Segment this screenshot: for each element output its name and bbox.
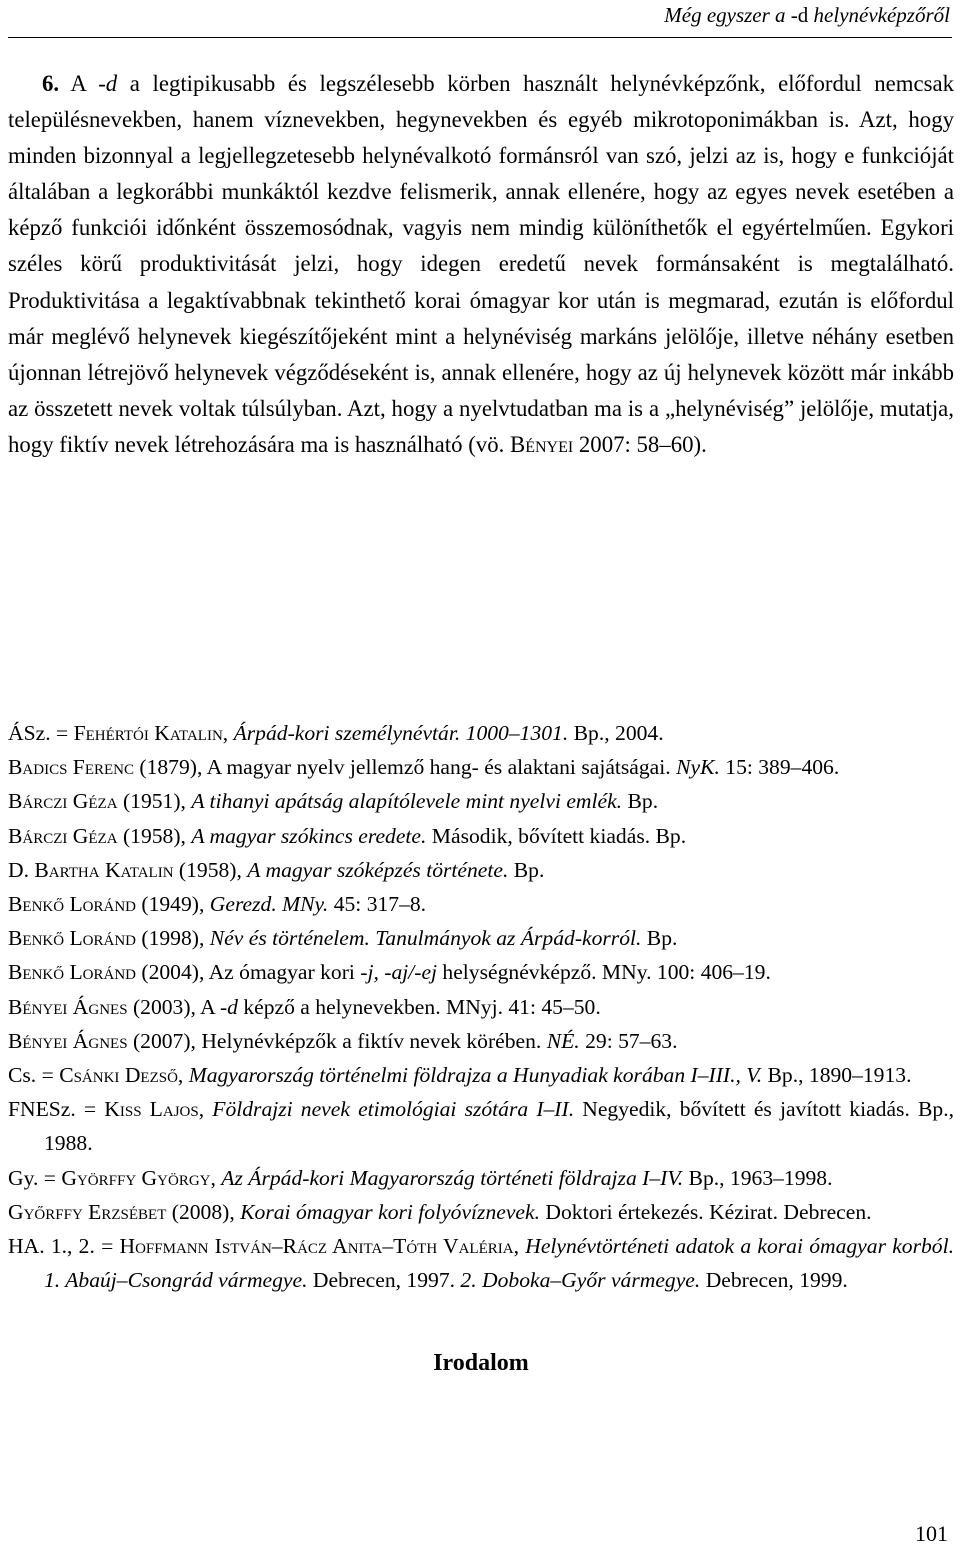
reference-part-a: HA. 1., 2. = — [8, 1234, 120, 1259]
reference-part-d: -j, -aj/-ej — [360, 960, 438, 985]
reference-part-a: Cs. = — [8, 1063, 60, 1088]
section-title: Irodalom — [433, 1350, 529, 1376]
reference-part-d: A magyar szóképzés története. — [247, 857, 509, 882]
reference-part-d: NyK. — [676, 755, 720, 780]
reference-item — [8, 921, 954, 955]
reference-part-b: Bényei Ágnes — [8, 994, 128, 1019]
reference-part-e: képző a helynevekben. MNyj. 41: 45–50. — [237, 994, 601, 1019]
reference-part-e: Bp., 2004. — [568, 721, 664, 745]
reference-part-b: Benkő Loránd — [8, 892, 136, 917]
reference-item — [8, 1229, 954, 1297]
reference-item — [8, 1092, 954, 1160]
citation-author: Bényei — [510, 431, 574, 457]
reference-part-d: Korai ómagyar kori folyóvíznevek. — [240, 1199, 540, 1224]
reference-part-a: Gy. = — [8, 1165, 62, 1190]
reference-part-e: Bp. — [641, 926, 678, 951]
reference-part-b: Bárczi Géza — [8, 823, 118, 848]
reference-part-c: (2003), A — [127, 994, 220, 1019]
reference-item — [8, 716, 954, 750]
reference-item — [8, 1058, 954, 1092]
paragraph-number: 6. — [42, 71, 60, 96]
reference-part-d: A tihanyi apátság alapítólevele mint nyelvi emlék. — [191, 789, 623, 814]
reference-part-b: Csánki Dezső — [59, 1063, 178, 1088]
reference-item — [8, 887, 954, 921]
reference-part-e: 45: 317–8. — [328, 892, 427, 917]
reference-item — [8, 990, 954, 1024]
reference-part-e: Bp., 1963–1998. — [683, 1165, 833, 1190]
reference-part-e: Doktori értekezés. Kézirat. Debrecen. — [540, 1199, 872, 1224]
reference-part-d: Az Árpád-kori Magyarország történeti földrajza I–IV. — [221, 1165, 684, 1190]
reference-part-c: , — [513, 1234, 526, 1259]
reference-item — [8, 1161, 954, 1195]
body-paragraph: 6. A -d a legtipikusabb és legszélesebb körben használt helynévképzőnk, előfordul nemcsak településnevekben, hanem víznevekben, hegynevekben és egyéb mikrotoponimákban is. Azt, hogy minden bizonnyal a legjellegzetesebb helynévalkotó formánsról van szó, jelzi az is, hogy e funkcióját általában a legkorábbi munkáktól kezdve felismerik, annak ellenére, hogy az egyes nevek esetében a képző funkciói időnként összemosódnak, vagyis nem mindig különíthetők el egyértelműen. Egykori széles körű produktivitását jelzi, hogy idegen eredetű nevek formánsaként is megtalálható. Produktivitása a legaktívabbnak tekinthető korai ómagyar kor után is megmarad, ezután is előfordul már meglévő helynevek kiegészítőjeként mint a helynéviség markáns jelölője, illetve néhány esetben újonnan létrejövő helynevek végződéseként is, annak ellenére, hogy az új helynevek között már inkább az összetett nevek voltak túlsúlyban. Azt, hogy a nyelvtudatban ma is a „helynéviség” jelölője, mutatja, hogy fiktív nevek létrehozására ma is használható (vö. Bényei 2007: 58–60). — [8, 71, 954, 457]
reference-part-b: Bárczi Géza — [8, 789, 118, 814]
reference-part-d: Név és történelem. Tanulmányok az Árpád-korról. — [209, 926, 642, 951]
reference-item — [8, 1024, 954, 1058]
reference-part-a: D. — [8, 857, 35, 882]
reference-part-c: (1958), — [117, 823, 192, 848]
reference-item — [8, 955, 954, 989]
reference-part-c: , — [210, 1165, 222, 1190]
reference-part-c: (2008), — [166, 1199, 241, 1224]
reference-part-a: FNESz. = — [8, 1097, 105, 1122]
reference-part-b: Bényei Ágnes — [8, 1028, 128, 1053]
reference-part-d: NÉ. — [546, 1028, 580, 1053]
reference-item — [8, 750, 954, 784]
reference-part-b: Benkő Loránd — [8, 926, 136, 951]
reference-part-c: , — [177, 1063, 189, 1088]
reference-part-b: Fehértói Katalin — [73, 721, 223, 745]
suffix-d: -d — [98, 71, 118, 96]
reference-part-c: (1951), — [117, 789, 192, 814]
reference-part-b: Badics Ferenc — [8, 755, 134, 780]
reference-part-e: Bp., 1890–1913. — [762, 1063, 912, 1088]
reference-item — [8, 853, 954, 887]
reference-part-b: Györffy György — [61, 1165, 211, 1190]
reference-part-c: , — [198, 1097, 213, 1122]
reference-part-d: Gerezd. MNy. — [209, 892, 329, 917]
reference-part-d: Földrajzi nevek etimológiai szótára I–II. — [212, 1097, 575, 1122]
running-title: Még egyszer a -d helynévképzőről — [664, 3, 950, 27]
running-header — [8, 0, 952, 38]
reference-part-b: Hoffmann István–Rácz Anita–Tóth Valéria — [119, 1234, 514, 1259]
reference-part-c: (1958), — [173, 857, 248, 882]
reference-list — [8, 716, 954, 1297]
reference-part-b: Győrffy Erzsébet — [8, 1199, 167, 1224]
reference-part-d: Árpád-kori személynévtár. 1000–1301. — [233, 721, 569, 745]
reference-part-e: Bp. — [622, 789, 659, 814]
reference-part-c: (1879), A magyar nyelv jellemző hang- és alaktani sajátságai. — [134, 755, 677, 780]
reference-part-f: 2. Doboka–Győr vármegye. — [460, 1268, 701, 1293]
reference-part-c: (2007), Helynévképzők a fiktív nevek körében. — [127, 1028, 547, 1053]
reference-part-d: -d — [219, 994, 238, 1019]
reference-part-c: , — [222, 721, 234, 745]
reference-part-a: ÁSz. = — [8, 721, 74, 745]
reference-part-d: Helynévtörténeti adatok a korai ómagyar korból. 1. Abaúj–Csongrád vármegye. — [44, 1234, 954, 1293]
reference-part-b: Bartha Katalin — [34, 857, 174, 882]
reference-part-c: (1949), — [136, 892, 210, 917]
reference-item — [8, 784, 954, 818]
reference-part-c: (2004), Az ómagyar kori — [136, 960, 361, 985]
reference-part-e: Bp. — [508, 857, 545, 882]
reference-item — [8, 819, 954, 853]
reference-part-e: helységnévképző. MNy. 100: 406–19. — [437, 960, 771, 985]
reference-part-d: A magyar szókincs eredete. — [191, 823, 427, 848]
reference-item — [8, 1195, 954, 1229]
page-number: 101 — [915, 1521, 948, 1546]
reference-part-e: Negyedik, bővített és javított kiadás. Bp., 1988. — [44, 1097, 954, 1156]
reference-part-g: Debrecen, 1999. — [700, 1268, 848, 1293]
reference-part-b: Benkő Loránd — [8, 960, 136, 985]
reference-part-b: Kiss Lajos — [104, 1097, 199, 1122]
reference-part-e: Debrecen, 1997. — [307, 1268, 461, 1293]
reference-part-e: Második, bővített kiadás. Bp. — [426, 823, 687, 848]
reference-part-c: (1998), — [136, 926, 210, 951]
reference-part-e: 29: 57–63. — [579, 1028, 678, 1053]
reference-part-e: 15: 389–406. — [719, 755, 840, 780]
reference-part-d: Magyarország történelmi földrajza a Hunyadiak korában I–III., V. — [188, 1063, 763, 1088]
